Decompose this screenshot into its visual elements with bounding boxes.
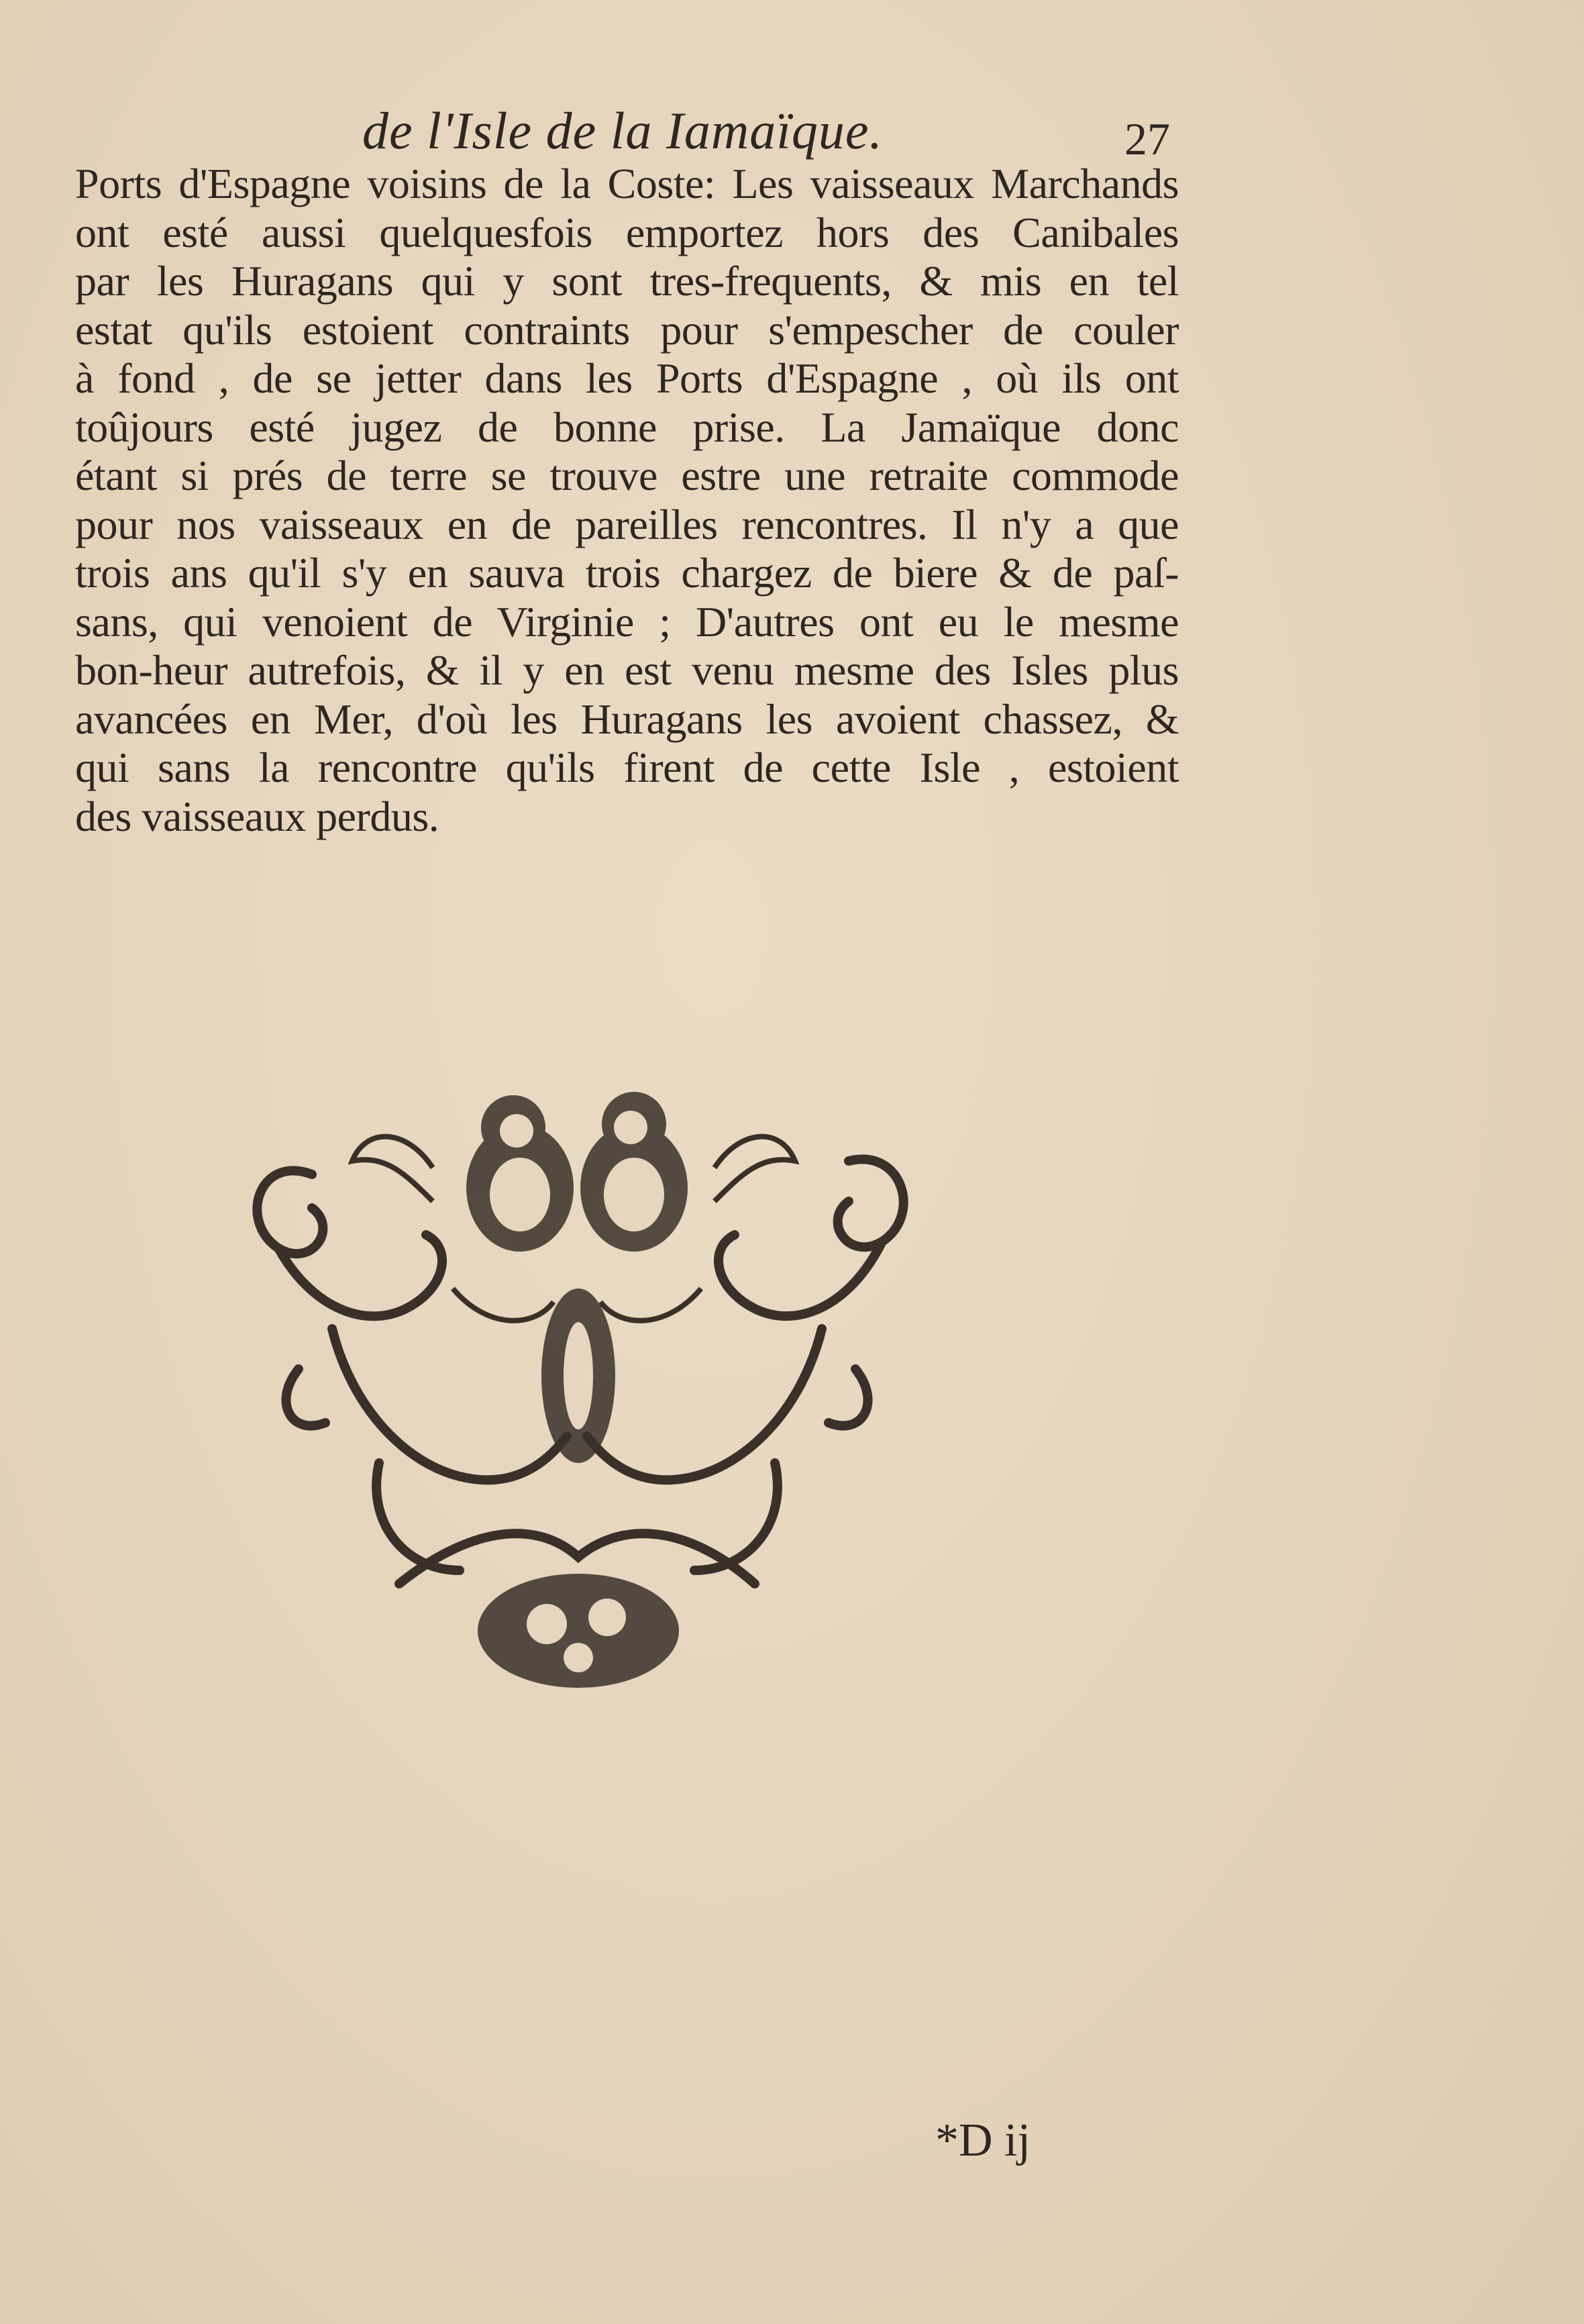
text-line: trois ans qu'il s'y en sauva trois chargez de biere & de paſ- (75, 549, 1179, 597)
running-title: de l'Isle de la Iamaïque. (362, 101, 883, 160)
text-line: étant si prés de terre se trouve estre une retraite commode (75, 452, 1179, 499)
text-line: des vaisseaux perdus. (75, 792, 439, 840)
text-line: bon-heur autrefois, & il y en est venu mesme des Isles plus (75, 646, 1179, 694)
text-line: qui sans la rencontre qu'ils firent de cette Isle , estoient (75, 744, 1179, 791)
body-text (75, 160, 1179, 841)
text-line: Ports d'Espagne voisins de la Coste: Les vaisseaux Marchands (75, 160, 1179, 207)
text-line: à fond , de se jetter dans les Ports d'Espagne , où ils ont (75, 354, 1179, 402)
text-line: pour nos vaisseaux en de pareilles rencontres. Il n'y a que (75, 500, 1179, 548)
woodcut-ornament-cherubs (231, 1087, 926, 1691)
text-line: toûjours esté jugez de bonne prise. La Jamaïque donc (75, 403, 1179, 451)
text-line: avancées en Mer, d'où les Huragans les avoient chassez, & (75, 695, 1179, 743)
text-line: estat qu'ils estoient contraints pour s'empescher de couler (75, 305, 1179, 354)
page-number: 27 (1124, 113, 1170, 164)
text-line: ont esté aussi quelquesfois emportez hors des Canibales (75, 208, 1179, 256)
signature-mark: *D ij (935, 2115, 1031, 2166)
text-line: sans, qui venoient de Virginie ; D'autres ont eu le mesme (75, 597, 1179, 646)
text-line: par les Huragans qui y sont tres-frequents, & mis en tel (75, 257, 1179, 305)
